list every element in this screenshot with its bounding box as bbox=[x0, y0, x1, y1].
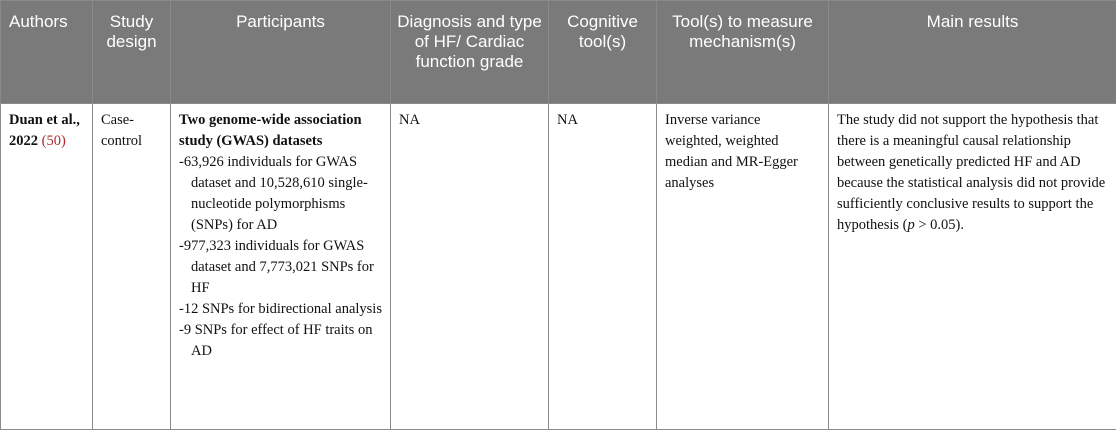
header-mechanism-tools: Tool(s) to measure mechanism(s) bbox=[657, 1, 829, 104]
main-results-tail: > 0.05). bbox=[914, 217, 964, 233]
cell-participants bbox=[171, 104, 391, 430]
participant-item: -63,926 individuals for GWAS dataset and 10,528,610 single-nucleotide polymorphisms (SNPs) for AD bbox=[179, 154, 368, 233]
header-participants: Participants bbox=[171, 1, 391, 104]
cell-diagnosis: NA bbox=[391, 104, 549, 430]
cell-mechanism-tools: Inverse variance weighted, weighted median and MR-Egger analyses bbox=[657, 104, 829, 430]
participant-item: -977,323 individuals for GWAS dataset and 7,773,021 SNPs for HF bbox=[179, 238, 374, 296]
cell-main-results bbox=[829, 104, 1116, 430]
participant-item: -9 SNPs for effect of HF traits on AD bbox=[179, 322, 373, 359]
header-study-design: Study design bbox=[93, 1, 171, 104]
header-diagnosis: Diagnosis and type of HF/ Cardiac function grade bbox=[391, 1, 549, 104]
header-authors: Authors bbox=[1, 1, 93, 104]
reference-link[interactable]: (50) bbox=[41, 133, 66, 149]
cell-authors bbox=[1, 104, 93, 430]
main-results-text: The study did not support the hypothesis that there is a meaningful causal relationship between genetically predicted HF and AD because the statistical analysis did not provide sufficiently conclusive results to support the hypothesis ( bbox=[837, 112, 1106, 233]
cell-study-design: Case-control bbox=[93, 104, 171, 430]
participants-heading: Two genome-wide association study (GWAS) datasets bbox=[179, 112, 362, 149]
header-row bbox=[1, 1, 1116, 104]
participant-item: -12 SNPs for bidirectional analysis bbox=[179, 301, 382, 317]
table-row bbox=[1, 104, 1116, 430]
cell-cognitive-tools: NA bbox=[549, 104, 657, 430]
author-name: Duan et al., 2022 bbox=[9, 112, 80, 149]
p-value-symbol: p bbox=[907, 217, 915, 233]
header-cognitive-tools: Cognitive tool(s) bbox=[549, 1, 657, 104]
header-main-results: Main results bbox=[829, 1, 1116, 104]
